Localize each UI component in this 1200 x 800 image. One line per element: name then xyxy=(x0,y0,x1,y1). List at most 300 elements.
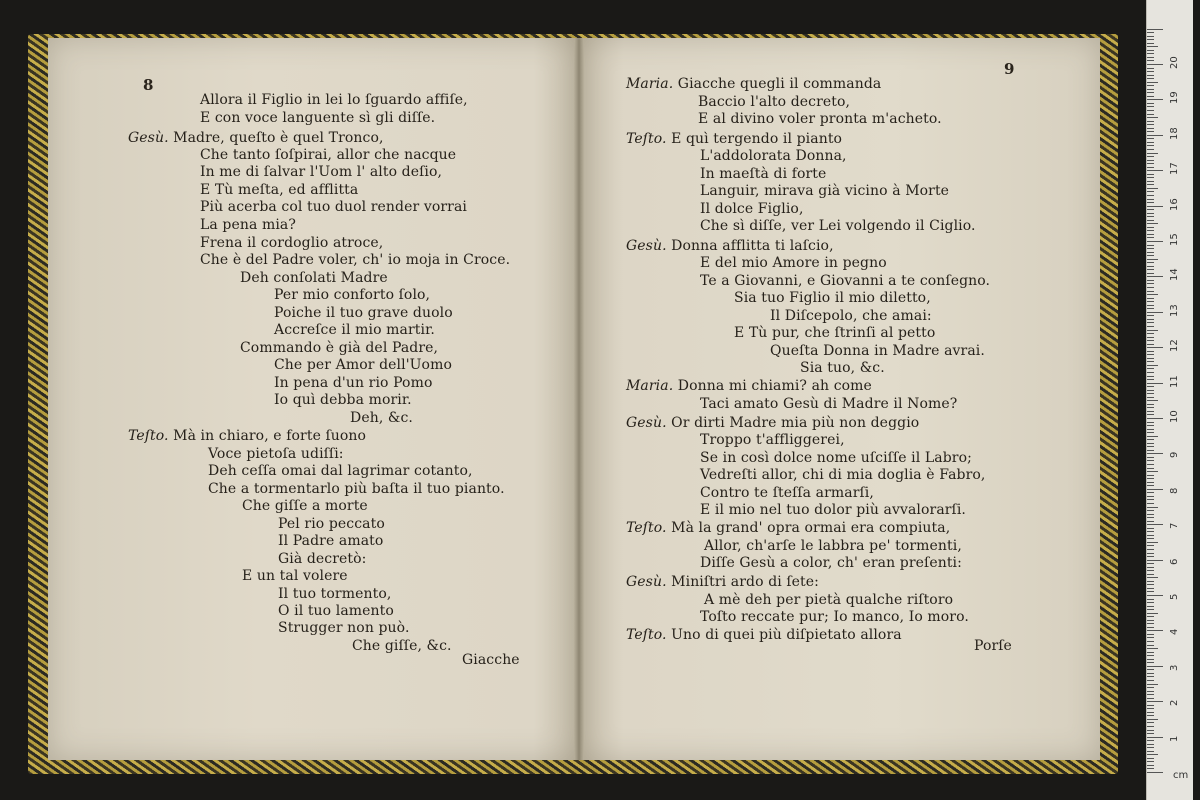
ruler-tick xyxy=(1147,50,1154,51)
text-line: Che tanto ſoſpirai, allor che nacque xyxy=(200,147,457,163)
ruler-tick xyxy=(1147,78,1154,79)
ruler-tick xyxy=(1147,142,1154,143)
ruler-tick xyxy=(1147,740,1154,741)
ruler-tick xyxy=(1147,744,1154,745)
text-line xyxy=(626,574,819,591)
text-line: Deh conſolati Madre xyxy=(240,270,388,286)
ruler-tick xyxy=(1147,722,1154,723)
ruler-tick xyxy=(1147,213,1154,214)
ruler-tick xyxy=(1147,167,1154,168)
ruler-tick xyxy=(1147,149,1154,150)
speaker-label: Gesù. xyxy=(626,238,667,254)
ruler-tick xyxy=(1147,574,1154,575)
ruler-tick xyxy=(1147,510,1154,511)
speaker-label: Gesù. xyxy=(626,574,667,590)
ruler-tick xyxy=(1147,184,1154,185)
ruler-tick xyxy=(1147,560,1163,561)
ruler-tick xyxy=(1147,436,1158,437)
ruler-tick xyxy=(1147,379,1154,380)
ruler-tick xyxy=(1147,312,1163,313)
ruler-tick xyxy=(1147,772,1163,773)
text-line: E un tal volere xyxy=(242,568,348,584)
ruler-tick xyxy=(1147,528,1154,529)
ruler-tick xyxy=(1147,492,1154,493)
ruler-tick xyxy=(1147,227,1154,228)
ruler-tick xyxy=(1147,517,1154,518)
ruler-tick xyxy=(1147,443,1154,444)
text-line: L'addolorata Donna, xyxy=(700,148,847,164)
text-line: Più acerba col tuo duol render vorrai xyxy=(200,199,467,215)
ruler-tick xyxy=(1147,191,1154,192)
ruler-tick xyxy=(1147,128,1154,129)
ruler-tick xyxy=(1147,266,1154,267)
ruler-tick xyxy=(1147,163,1154,164)
text-line: Che per Amor dell'Uomo xyxy=(274,357,452,373)
ruler-tick xyxy=(1147,698,1154,699)
text-line: Contro te ſteſſa armarſi, xyxy=(700,485,874,501)
speaker-label: Teſto. xyxy=(626,520,667,536)
ruler-tick xyxy=(1147,390,1154,391)
ruler-tick xyxy=(1147,680,1154,681)
ruler-tick xyxy=(1147,549,1154,550)
ruler-number: 4 xyxy=(1169,629,1180,636)
ruler-tick xyxy=(1147,138,1154,139)
ruler-tick xyxy=(1147,400,1158,401)
ruler-tick xyxy=(1147,75,1154,76)
ruler-tick xyxy=(1147,43,1154,44)
ruler-number: 17 xyxy=(1169,162,1180,176)
text-line: Taci amato Gesù di Madre il Nome? xyxy=(700,396,958,412)
ruler-tick xyxy=(1147,538,1154,539)
text-line: Che sì diſſe, ver Lei volgendo il Ciglio. xyxy=(700,218,976,234)
ruler-tick xyxy=(1147,489,1163,490)
text-line: Per mio conforto ſolo, xyxy=(274,287,431,303)
ruler-tick xyxy=(1147,556,1154,557)
ruler-tick xyxy=(1147,765,1154,766)
ruler-tick xyxy=(1147,71,1154,72)
ruler-tick xyxy=(1147,57,1154,58)
ruler-tick xyxy=(1147,691,1154,692)
ruler-tick xyxy=(1147,620,1154,621)
ruler-tick xyxy=(1147,46,1158,47)
ruler-tick xyxy=(1147,507,1158,508)
page-number-left: 8 xyxy=(143,76,154,94)
ruler-tick xyxy=(1147,92,1154,93)
ruler-tick xyxy=(1147,754,1158,755)
text-line: Accreſce il mio martir. xyxy=(274,322,435,338)
ruler-tick xyxy=(1147,230,1154,231)
ruler-tick xyxy=(1147,326,1154,327)
ruler-tick xyxy=(1147,599,1154,600)
ruler-tick xyxy=(1147,570,1154,571)
ruler-tick xyxy=(1147,96,1154,97)
ruler-tick xyxy=(1147,468,1154,469)
text-line: Voce pietoſa udiſſi: xyxy=(208,446,344,462)
text-line: Il dolce Figlio, xyxy=(700,201,804,217)
ruler-tick xyxy=(1147,404,1154,405)
ruler-tick xyxy=(1147,418,1163,419)
ruler-tick xyxy=(1147,269,1154,270)
ruler-tick xyxy=(1147,333,1154,334)
text-line: In maeſtà di forte xyxy=(700,166,827,182)
text-line: Sia tuo Figlio il mio diletto, xyxy=(734,290,931,306)
ruler-tick xyxy=(1147,156,1154,157)
ruler-tick xyxy=(1147,606,1154,607)
ruler-tick xyxy=(1147,609,1154,610)
speaker-label: Gesù. xyxy=(626,415,667,431)
ruler-tick xyxy=(1147,637,1154,638)
ruler-tick xyxy=(1147,322,1154,323)
speaker-label: Maria. xyxy=(626,378,674,394)
text-line xyxy=(626,415,919,432)
ruler-tick xyxy=(1147,135,1163,136)
ruler-tick xyxy=(1147,358,1154,359)
ruler-tick xyxy=(1147,177,1154,178)
ruler-tick xyxy=(1147,478,1154,479)
text-line xyxy=(626,627,902,644)
ruler-tick xyxy=(1147,103,1154,104)
ruler-tick xyxy=(1147,354,1154,355)
ruler-tick xyxy=(1147,450,1154,451)
ruler-tick xyxy=(1147,68,1154,69)
text-line: E con voce languente sì gli diſſe. xyxy=(200,110,436,126)
ruler-tick xyxy=(1147,106,1154,107)
text-line: Commando è già del Padre, xyxy=(240,340,439,356)
ruler-tick xyxy=(1147,344,1154,345)
ruler-tick xyxy=(1147,245,1154,246)
speaker-label: Teſto. xyxy=(626,131,667,147)
ruler-tick xyxy=(1147,429,1154,430)
ruler-tick xyxy=(1147,248,1154,249)
line-text: Mà la grand' opra ormai era compiuta, xyxy=(666,520,951,536)
ruler-tick xyxy=(1147,39,1154,40)
ruler-tick xyxy=(1147,503,1154,504)
ruler-tick xyxy=(1147,252,1154,253)
ruler-tick xyxy=(1147,209,1154,210)
line-text: Donna mi chiami? ah come xyxy=(673,378,872,394)
ruler-tick xyxy=(1147,524,1163,525)
ruler-tick xyxy=(1147,174,1154,175)
text-line: Languir, mirava già vicino à Morte xyxy=(700,183,950,199)
text-line: E al divino voler pronta m'acheto. xyxy=(698,111,942,127)
ruler-tick xyxy=(1147,634,1154,635)
text-line: Deh ceſſa omai dal lagrimar cotanto, xyxy=(208,463,473,479)
ruler-tick xyxy=(1147,630,1163,631)
ruler-number: 11 xyxy=(1169,374,1180,388)
ruler-tick xyxy=(1147,283,1154,284)
text-line: Poiche il tuo grave duolo xyxy=(274,305,453,321)
line-text: Or dirti Madre mia più non deggio xyxy=(666,415,920,431)
text-line: Se in così dolce nome uſciſſe il Labro; xyxy=(700,450,972,466)
text-line: Che giſſe a morte xyxy=(242,498,368,514)
ruler-tick xyxy=(1147,99,1163,100)
ruler-tick xyxy=(1147,684,1158,685)
ruler-tick xyxy=(1147,237,1154,238)
ruler-tick xyxy=(1147,376,1154,377)
text-line: Che giſſe, &c. xyxy=(352,638,452,654)
ruler-tick xyxy=(1147,372,1154,373)
ruler-tick xyxy=(1147,386,1154,387)
ruler-tick xyxy=(1147,220,1154,221)
ruler-tick xyxy=(1147,195,1154,196)
ruler-tick xyxy=(1147,32,1154,33)
ruler-tick xyxy=(1147,276,1163,277)
text-line: Diſſe Gesù a color, ch' eran preſenti: xyxy=(700,555,962,571)
ruler-tick xyxy=(1147,262,1154,263)
text-line: In me di ſalvar l'Uom l' alto deſio, xyxy=(200,164,443,180)
ruler-tick xyxy=(1147,368,1154,369)
text-line xyxy=(626,238,834,255)
line-text: Miniſtri ardo di ſete: xyxy=(666,574,819,590)
ruler-tick xyxy=(1147,340,1154,341)
ruler-number: 3 xyxy=(1169,664,1180,671)
ruler-number: 8 xyxy=(1169,487,1180,494)
ruler-tick xyxy=(1147,648,1158,649)
ruler-tick xyxy=(1147,280,1154,281)
ruler-tick xyxy=(1147,768,1154,769)
ruler-tick xyxy=(1147,669,1154,670)
ruler-tick xyxy=(1147,305,1154,306)
ruler-tick xyxy=(1147,666,1163,667)
ruler-tick xyxy=(1147,273,1154,274)
ruler-tick xyxy=(1147,705,1154,706)
ruler-tick xyxy=(1147,730,1154,731)
speaker-label: Teſto. xyxy=(128,428,169,444)
ruler-tick xyxy=(1147,432,1154,433)
ruler-number: 18 xyxy=(1169,127,1180,140)
ruler-tick xyxy=(1147,542,1158,543)
ruler-number: 13 xyxy=(1169,304,1180,317)
ruler-tick xyxy=(1147,655,1154,656)
text-line xyxy=(626,131,842,148)
ruler-tick xyxy=(1147,567,1154,568)
text-line: Allora il Figlio in lei lo ſguardo affiſe, xyxy=(200,92,468,108)
text-line: Queſta Donna in Madre avrai. xyxy=(770,343,985,359)
ruler-tick xyxy=(1147,595,1163,596)
ruler-tick xyxy=(1147,425,1154,426)
ruler-tick xyxy=(1147,758,1154,759)
ruler-tick xyxy=(1147,514,1154,515)
text-line: Sia tuo, &c. xyxy=(800,360,885,376)
ruler-tick xyxy=(1147,188,1158,189)
ruler-tick xyxy=(1147,85,1154,86)
line-text: Uno di quei più diſpietato allora xyxy=(666,627,902,643)
ruler-tick xyxy=(1147,53,1154,54)
ruler-number: 16 xyxy=(1169,197,1180,211)
ruler-tick xyxy=(1147,708,1154,709)
ruler-tick xyxy=(1147,496,1154,497)
text-line: Che a tormentarlo più baſta il tuo pianto. xyxy=(208,481,505,497)
ruler-number: 1 xyxy=(1169,735,1180,742)
ruler-tick xyxy=(1147,652,1154,653)
ruler-tick xyxy=(1147,460,1154,461)
ruler-tick xyxy=(1147,60,1154,61)
ruler-tick xyxy=(1147,234,1154,235)
ruler-tick xyxy=(1147,719,1158,720)
text-line: Vedreſti allor, chi di mia doglia è Fabro, xyxy=(700,467,986,483)
ruler-number: 19 xyxy=(1169,91,1180,105)
ruler-tick xyxy=(1147,613,1158,614)
ruler-tick xyxy=(1147,422,1154,423)
text-line: Pel rio peccato xyxy=(278,516,385,532)
ruler-tick xyxy=(1147,216,1154,217)
measurement-ruler xyxy=(1146,0,1193,800)
ruler-tick xyxy=(1147,439,1154,440)
ruler-tick xyxy=(1147,531,1154,532)
line-text: Mà in chiaro, e forte ſuono xyxy=(168,428,367,444)
ruler-tick xyxy=(1147,347,1163,348)
ruler-tick xyxy=(1147,482,1154,483)
ruler-number: 2 xyxy=(1169,699,1180,707)
text-line: Che è del Padre voler, ch' io moja in Croce. xyxy=(200,252,511,268)
ruler-tick xyxy=(1147,414,1154,415)
text-line xyxy=(626,520,950,537)
ruler-tick xyxy=(1147,337,1154,338)
ruler-tick xyxy=(1147,676,1154,677)
ruler-tick xyxy=(1147,383,1163,384)
text-line: Già decretò: xyxy=(278,551,367,567)
ruler-tick xyxy=(1147,259,1158,260)
ruler-tick xyxy=(1147,726,1154,727)
text-line: Deh, &c. xyxy=(350,410,413,426)
ruler-tick xyxy=(1147,694,1154,695)
ruler-tick xyxy=(1147,715,1154,716)
ruler-tick xyxy=(1147,351,1154,352)
text-line: La pena mia? xyxy=(200,217,296,233)
text-line: A mè deh per pietà qualche riſtoro xyxy=(704,592,954,608)
ruler-tick xyxy=(1147,446,1154,447)
ruler-tick xyxy=(1147,365,1158,366)
line-text: Madre, queſto è quel Tronco, xyxy=(168,130,384,146)
text-line: O il tuo lamento xyxy=(278,603,394,619)
ruler-tick xyxy=(1147,64,1163,65)
catchword-right: Porſe xyxy=(974,638,1012,654)
text-line: Il tuo tormento, xyxy=(278,586,392,602)
ruler-tick xyxy=(1147,581,1154,582)
ruler-tick xyxy=(1147,315,1154,316)
line-text: Donna afflitta ti laſcio, xyxy=(666,238,834,254)
ruler-tick xyxy=(1147,457,1154,458)
ruler-tick xyxy=(1147,397,1154,398)
ruler-tick xyxy=(1147,170,1163,171)
text-line: In pena d'un rio Pomo xyxy=(274,375,433,391)
ruler-tick xyxy=(1147,712,1154,713)
ruler-tick xyxy=(1147,411,1154,412)
catchword-left: Giacche xyxy=(462,652,520,668)
ruler-tick xyxy=(1147,499,1154,500)
text-line: E Tù meſta, ed afflitta xyxy=(200,182,359,198)
ruler-tick xyxy=(1147,298,1154,299)
ruler-tick xyxy=(1147,751,1154,752)
ruler-tick xyxy=(1147,591,1154,592)
page-number-right: 9 xyxy=(1004,60,1015,78)
ruler-tick xyxy=(1147,588,1154,589)
ruler-tick xyxy=(1147,737,1163,738)
ruler-number: 9 xyxy=(1169,452,1180,459)
ruler-tick xyxy=(1147,114,1154,115)
ruler-tick xyxy=(1147,181,1154,182)
text-line: Il Padre amato xyxy=(278,533,384,549)
text-line: E Tù pur, che ſtrinſi al petto xyxy=(734,325,936,341)
line-text: E quì tergendo il pianto xyxy=(666,131,843,147)
ruler-tick xyxy=(1147,223,1158,224)
ruler-tick xyxy=(1147,687,1154,688)
ruler-tick xyxy=(1147,82,1158,83)
ruler-number: 10 xyxy=(1169,410,1180,423)
speaker-label: Gesù. xyxy=(128,130,169,146)
ruler-tick xyxy=(1147,255,1154,256)
ruler-tick xyxy=(1147,761,1154,762)
ruler-tick xyxy=(1147,407,1154,408)
text-line: E il mio nel tuo dolor più avvalorarſi. xyxy=(700,502,966,518)
ruler-tick xyxy=(1147,747,1154,748)
text-line: Il Diſcepolo, che amai: xyxy=(770,308,932,324)
ruler-tick xyxy=(1147,645,1154,646)
ruler-tick xyxy=(1147,521,1154,522)
ruler-tick xyxy=(1147,29,1163,30)
ruler-tick xyxy=(1147,485,1154,486)
ruler-tick xyxy=(1147,733,1154,734)
ruler-tick xyxy=(1147,471,1158,472)
text-line xyxy=(128,130,384,147)
ruler-number: 5 xyxy=(1169,593,1180,600)
ruler-tick xyxy=(1147,199,1154,200)
ruler-tick xyxy=(1147,662,1154,663)
ruler-tick xyxy=(1147,36,1154,37)
ruler-tick xyxy=(1147,294,1158,295)
ruler-tick xyxy=(1147,453,1163,454)
ruler-number: 12 xyxy=(1169,339,1180,353)
ruler-tick xyxy=(1147,291,1154,292)
text-line: E del mio Amore in pegno xyxy=(700,255,887,271)
ruler-tick xyxy=(1147,553,1154,554)
ruler-tick xyxy=(1147,117,1158,118)
ruler-tick xyxy=(1147,160,1154,161)
ruler-tick xyxy=(1147,627,1154,628)
ruler-tick xyxy=(1147,145,1154,146)
ruler-tick xyxy=(1147,659,1154,660)
ruler-tick xyxy=(1147,464,1154,465)
text-line: Io quì debba morir. xyxy=(274,392,412,408)
text-line xyxy=(626,76,881,93)
ruler-tick xyxy=(1147,577,1158,578)
ruler-number: 7 xyxy=(1169,522,1180,530)
ruler-tick xyxy=(1147,89,1154,90)
line-text: Giacche quegli il commanda xyxy=(673,76,882,92)
text-line: Frena il cordoglio atroce, xyxy=(200,235,384,251)
ruler-tick xyxy=(1147,206,1163,207)
ruler-tick xyxy=(1147,475,1154,476)
ruler-unit: cm xyxy=(1173,770,1189,781)
ruler-tick xyxy=(1147,563,1154,564)
ruler-tick xyxy=(1147,301,1154,302)
ruler-tick xyxy=(1147,131,1154,132)
speaker-label: Maria. xyxy=(626,76,674,92)
ruler-number: 14 xyxy=(1169,268,1180,282)
ruler-tick xyxy=(1147,623,1154,624)
text-line: Toſto reccate pur; Io manco, Io moro. xyxy=(700,609,969,625)
ruler-tick xyxy=(1147,241,1163,242)
text-line xyxy=(626,378,872,395)
ruler-tick xyxy=(1147,124,1154,125)
text-line: Baccio l'alto decreto, xyxy=(698,94,851,110)
ruler-tick xyxy=(1147,393,1154,394)
ruler-tick xyxy=(1147,545,1154,546)
ruler-tick xyxy=(1147,673,1154,674)
ruler-tick xyxy=(1147,535,1154,536)
ruler-number: 6 xyxy=(1169,558,1180,565)
ruler-tick xyxy=(1147,121,1154,122)
